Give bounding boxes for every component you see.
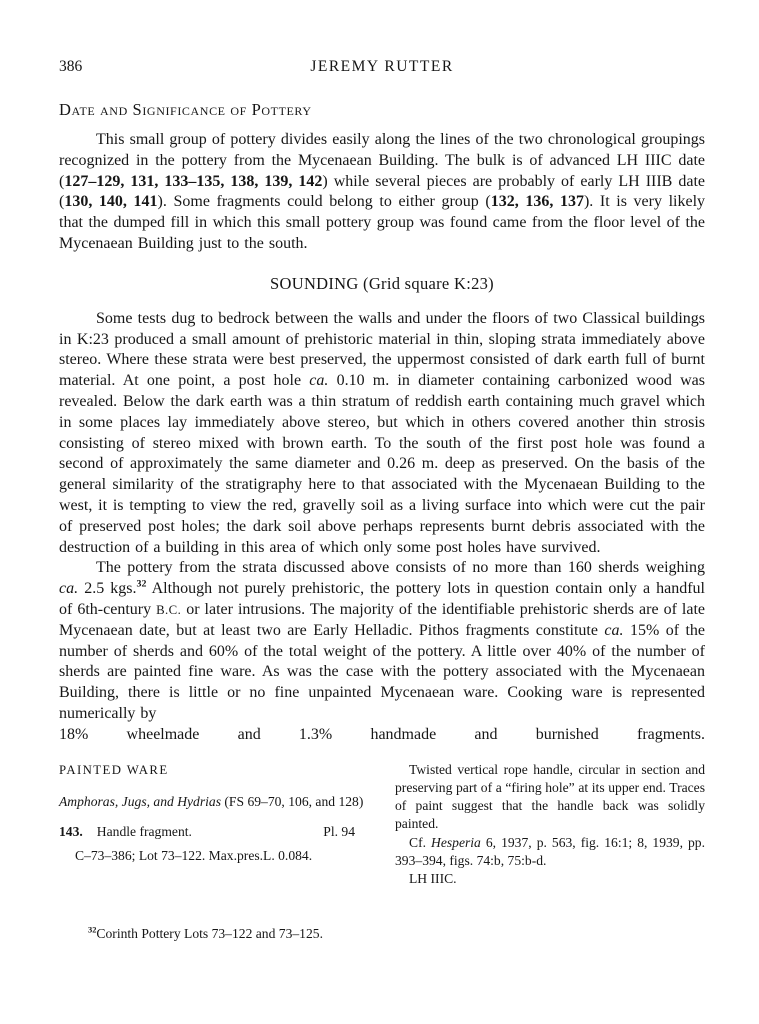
small-caps-bc: B.C. — [156, 602, 182, 617]
text-run: 15% of the number of sherds and 60% of the total weight of the pottery. A little over 40% of the number of sherds are painted fine ware. As was the case with the pottery associated with the Mycenaean Building, there is little or no fine unpainted Mycenaean ware. Cooking ware is represented numerically by — [59, 621, 706, 722]
shape-group-title — [59, 793, 369, 811]
catalog-numbers-bold: 132, 136, 137 — [490, 193, 584, 211]
text-run: Some tests dug to bedrock between the walls and under the floors of two Classical buildings in K:23 produced a small amount of prehistoric material in thin, sloping strata immediately above stereo. Where these strata were best preserved, the uppermost consisted of dark earth full of burnt material. At one point, a post hole — [59, 309, 705, 390]
entry-date: LH IIIC. — [409, 871, 457, 887]
catalogue-entry-line — [59, 823, 369, 841]
running-header — [59, 58, 705, 76]
paragraph-date-significance — [59, 130, 705, 255]
text-run: This small group of pottery divides easily along the lines of the two chronological groupings recognized in the pottery from the Mycenaean Building. The bulk is of advanced LH IIIC date ( — [59, 131, 705, 190]
footnote-marker: 32 — [136, 578, 147, 590]
text-run: Cf. — [409, 834, 432, 850]
text-run: ) while several pieces are probably of early LH IIIB date ( — [59, 172, 706, 211]
catalogue-left-column — [59, 761, 369, 889]
footnote — [59, 925, 705, 943]
section-heading-sounding: SOUNDING (Grid square K:23) — [270, 273, 494, 293]
section-heading-date-significance: Date and Significance of Pottery — [59, 100, 312, 119]
catalogue-entry-details: C–73–386; Lot 73–122. Max.pres.L. 0.084. — [75, 848, 313, 864]
text-run: ). Some fragments could belong to either group ( — [157, 193, 491, 211]
text-run: The pottery from the strata discussed above consists of no more than 160 sherds weighing — [96, 559, 705, 577]
italic-journal-title: Hesperia — [431, 834, 481, 850]
catalogue-entry-number: 143. — [59, 824, 83, 840]
catalog-numbers-bold: 130, 140, 141 — [64, 193, 158, 211]
shape-group-title-italic: Amphoras, Jugs, and Hydrias — [59, 793, 221, 809]
italic-ca: ca. — [59, 580, 79, 598]
footnote-text: Corinth Pottery Lots 73–122 and 73–125. — [96, 925, 323, 941]
catalogue-entry-title: Handle fragment. — [96, 824, 192, 840]
entry-description: Twisted vertical rope handle, circular in section and preserving part of a “firing hole” at its upper end. Traces of paint suggest that the handle back was solidly painted. — [395, 761, 705, 832]
text-run: 2.5 kgs. — [78, 580, 137, 598]
italic-ca: ca. — [309, 372, 329, 390]
paragraph-sounding-1 — [59, 309, 705, 559]
text-run: ). It is very likely that the dumped fill in which this small pottery group was found came from the floor level of the Mycenaean Building just to the south. — [59, 193, 706, 252]
plate-reference: Pl. 94 — [323, 824, 355, 840]
text-run: or later intrusions. The majority of the identifiable prehistoric sherds are of late Mycenaean date, but at least two are Early Helladic. Pithos fragments constitute — [59, 600, 706, 639]
ware-category-heading: PAINTED WARE — [59, 762, 169, 777]
page-number: 386 — [59, 58, 83, 75]
text-run: Although not purely prehistoric, the pottery lots in question contain only a handful of 6th-century — [59, 580, 706, 618]
entry-comparanda — [395, 834, 705, 871]
footnote-number: 32 — [88, 924, 97, 935]
paragraph-sounding-2 — [59, 558, 705, 724]
catalogue-right-column — [395, 761, 705, 889]
text-run: 6, 1937, p. 563, fig. 16:1; 8, 1939, pp. 393–394, figs. 74:b, 75:b-d. — [395, 834, 705, 868]
italic-ca: ca. — [604, 621, 624, 639]
text-run: 0.10 m. in diameter containing carbonized wood was revealed. Below the dark earth was a thin stratum of reddish earth containing much gravel which in some places lay immediately above stereo, but which in others covered another thin strosis consisting of stereo mixed with brown earth. To the south of the first post hole was found a second of approximately the same diameter and 0.26 m. deep as preserved. On the basis of the general similarity of the stratigraphy here to that associated with the Mycenaean Building to the west, it is tempting to view the red, gravelly soil as a living surface into which were cut the pair of preserved post holes; the dark soil above perhaps represents burnt debris associated with the destruction of a building in this area of which only some post holes have survived. — [59, 372, 706, 556]
justified-last-line: 18% wheelmade and 1.3% handmade and burnished fragments. — [59, 725, 705, 743]
running-head-author: JEREMY RUTTER — [310, 58, 454, 75]
catalog-numbers-bold: 127–129, 131, 133–135, 138, 139, 142 — [64, 172, 323, 190]
shape-group-title-rest: (FS 69–70, 106, and 128) — [221, 793, 364, 809]
catalogue-section — [59, 761, 705, 889]
